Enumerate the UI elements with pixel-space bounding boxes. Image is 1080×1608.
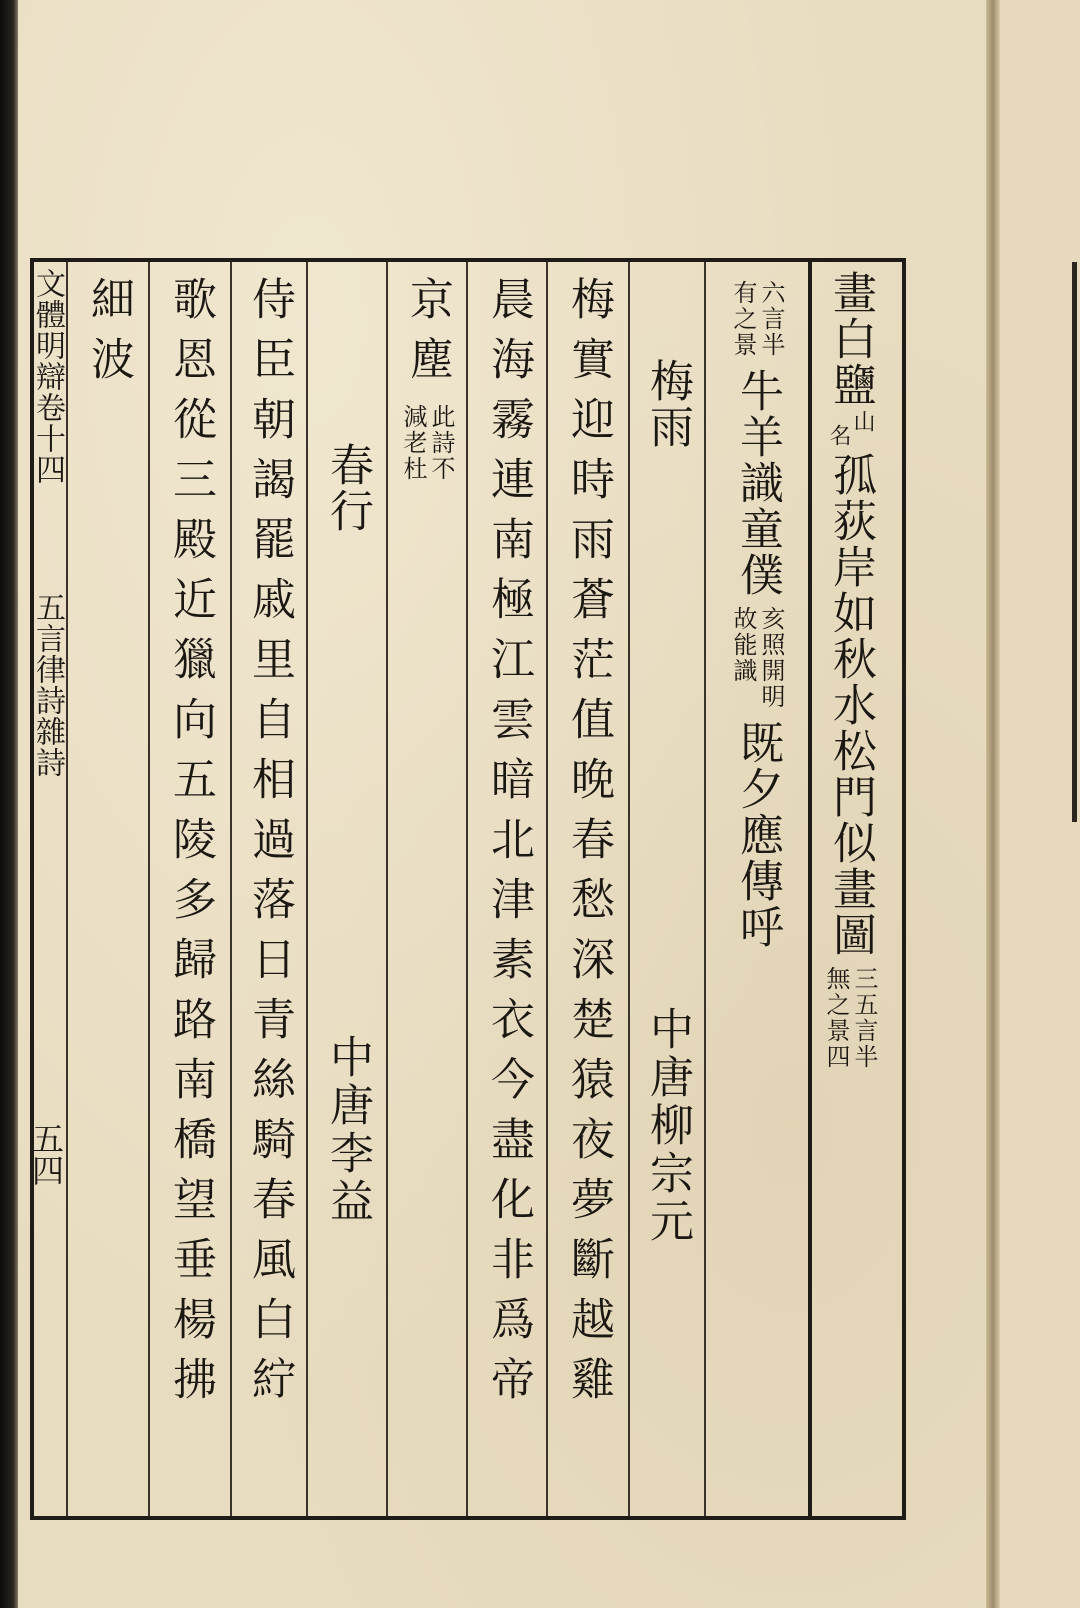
text-column-3 <box>630 262 704 1516</box>
text-column-2 <box>708 262 806 1516</box>
annotation-line: 故能識 <box>729 606 757 684</box>
book-title: 文體明辯卷十四 <box>30 268 65 485</box>
annotation <box>731 606 783 710</box>
frame-inner-rule <box>808 258 812 1520</box>
annotation-line: 減老杜 <box>399 404 427 482</box>
poem-line: 京塵 <box>402 276 453 396</box>
annotation-line: 無之景四 <box>822 966 850 1070</box>
text-column-6 <box>388 262 466 1516</box>
annotation <box>824 966 876 1070</box>
facing-page-edge <box>1000 0 1080 1608</box>
annotation-line: 亥照開明 <box>757 606 785 710</box>
annotation-line: 此詩不 <box>427 404 455 482</box>
poem-line: 侍臣朝謁罷戚里自相過落日青絲騎春風白紵 <box>244 276 295 1416</box>
text-column-1 <box>814 262 886 1516</box>
poem-line: 孤荻岸如秋水松門似畫圖 <box>825 452 876 958</box>
annotation-line: 六言半 <box>757 280 785 358</box>
poem-title: 春行 <box>322 442 373 534</box>
poem-author: 中唐李益 <box>322 1034 373 1226</box>
annotation <box>827 410 873 450</box>
poem-line: 梅實迎時雨蒼茫值晚春愁深楚猿夜夢斷越雞 <box>563 276 614 1416</box>
annotation <box>401 404 453 482</box>
section-title: 五言律詩雜詩 <box>30 592 65 778</box>
poem-author: 中唐柳宗元 <box>642 1006 693 1246</box>
text-column-9 <box>150 262 230 1516</box>
annotation-line: 三五言半 <box>850 966 878 1070</box>
annotation-line: 有之景 <box>729 280 757 358</box>
column-rule <box>704 262 706 1516</box>
poem-line: 牛羊識童僕 <box>732 368 783 598</box>
poem-line: 晨海霧連南極江雲暗北津素衣今盡化非爲帝 <box>483 276 534 1416</box>
column-rule <box>546 262 548 1516</box>
page-margin-strip <box>27 262 65 1516</box>
text-column-7 <box>308 262 386 1516</box>
annotation <box>731 280 783 358</box>
poem-line: 歌恩從三殿近獵向五陵多歸路南橋望垂楊拂 <box>165 276 216 1416</box>
text-column-4 <box>550 262 626 1516</box>
poem-line: 細波 <box>83 276 134 396</box>
page-gutter <box>986 0 1000 1608</box>
text-column-5 <box>470 262 546 1516</box>
annotation-line: 山 <box>850 410 875 436</box>
poem-title: 梅雨 <box>642 358 693 450</box>
text-column-8 <box>232 262 306 1516</box>
poem-line: 既夕應傳呼 <box>732 720 783 950</box>
leaf-number: 五四 <box>27 1122 65 1186</box>
poem-line: 畫白鹽 <box>825 270 876 408</box>
annotation-line: 名 <box>826 424 851 450</box>
column-rule <box>466 262 468 1516</box>
text-column-10 <box>68 262 148 1516</box>
facing-page-frame-line <box>1072 262 1077 822</box>
